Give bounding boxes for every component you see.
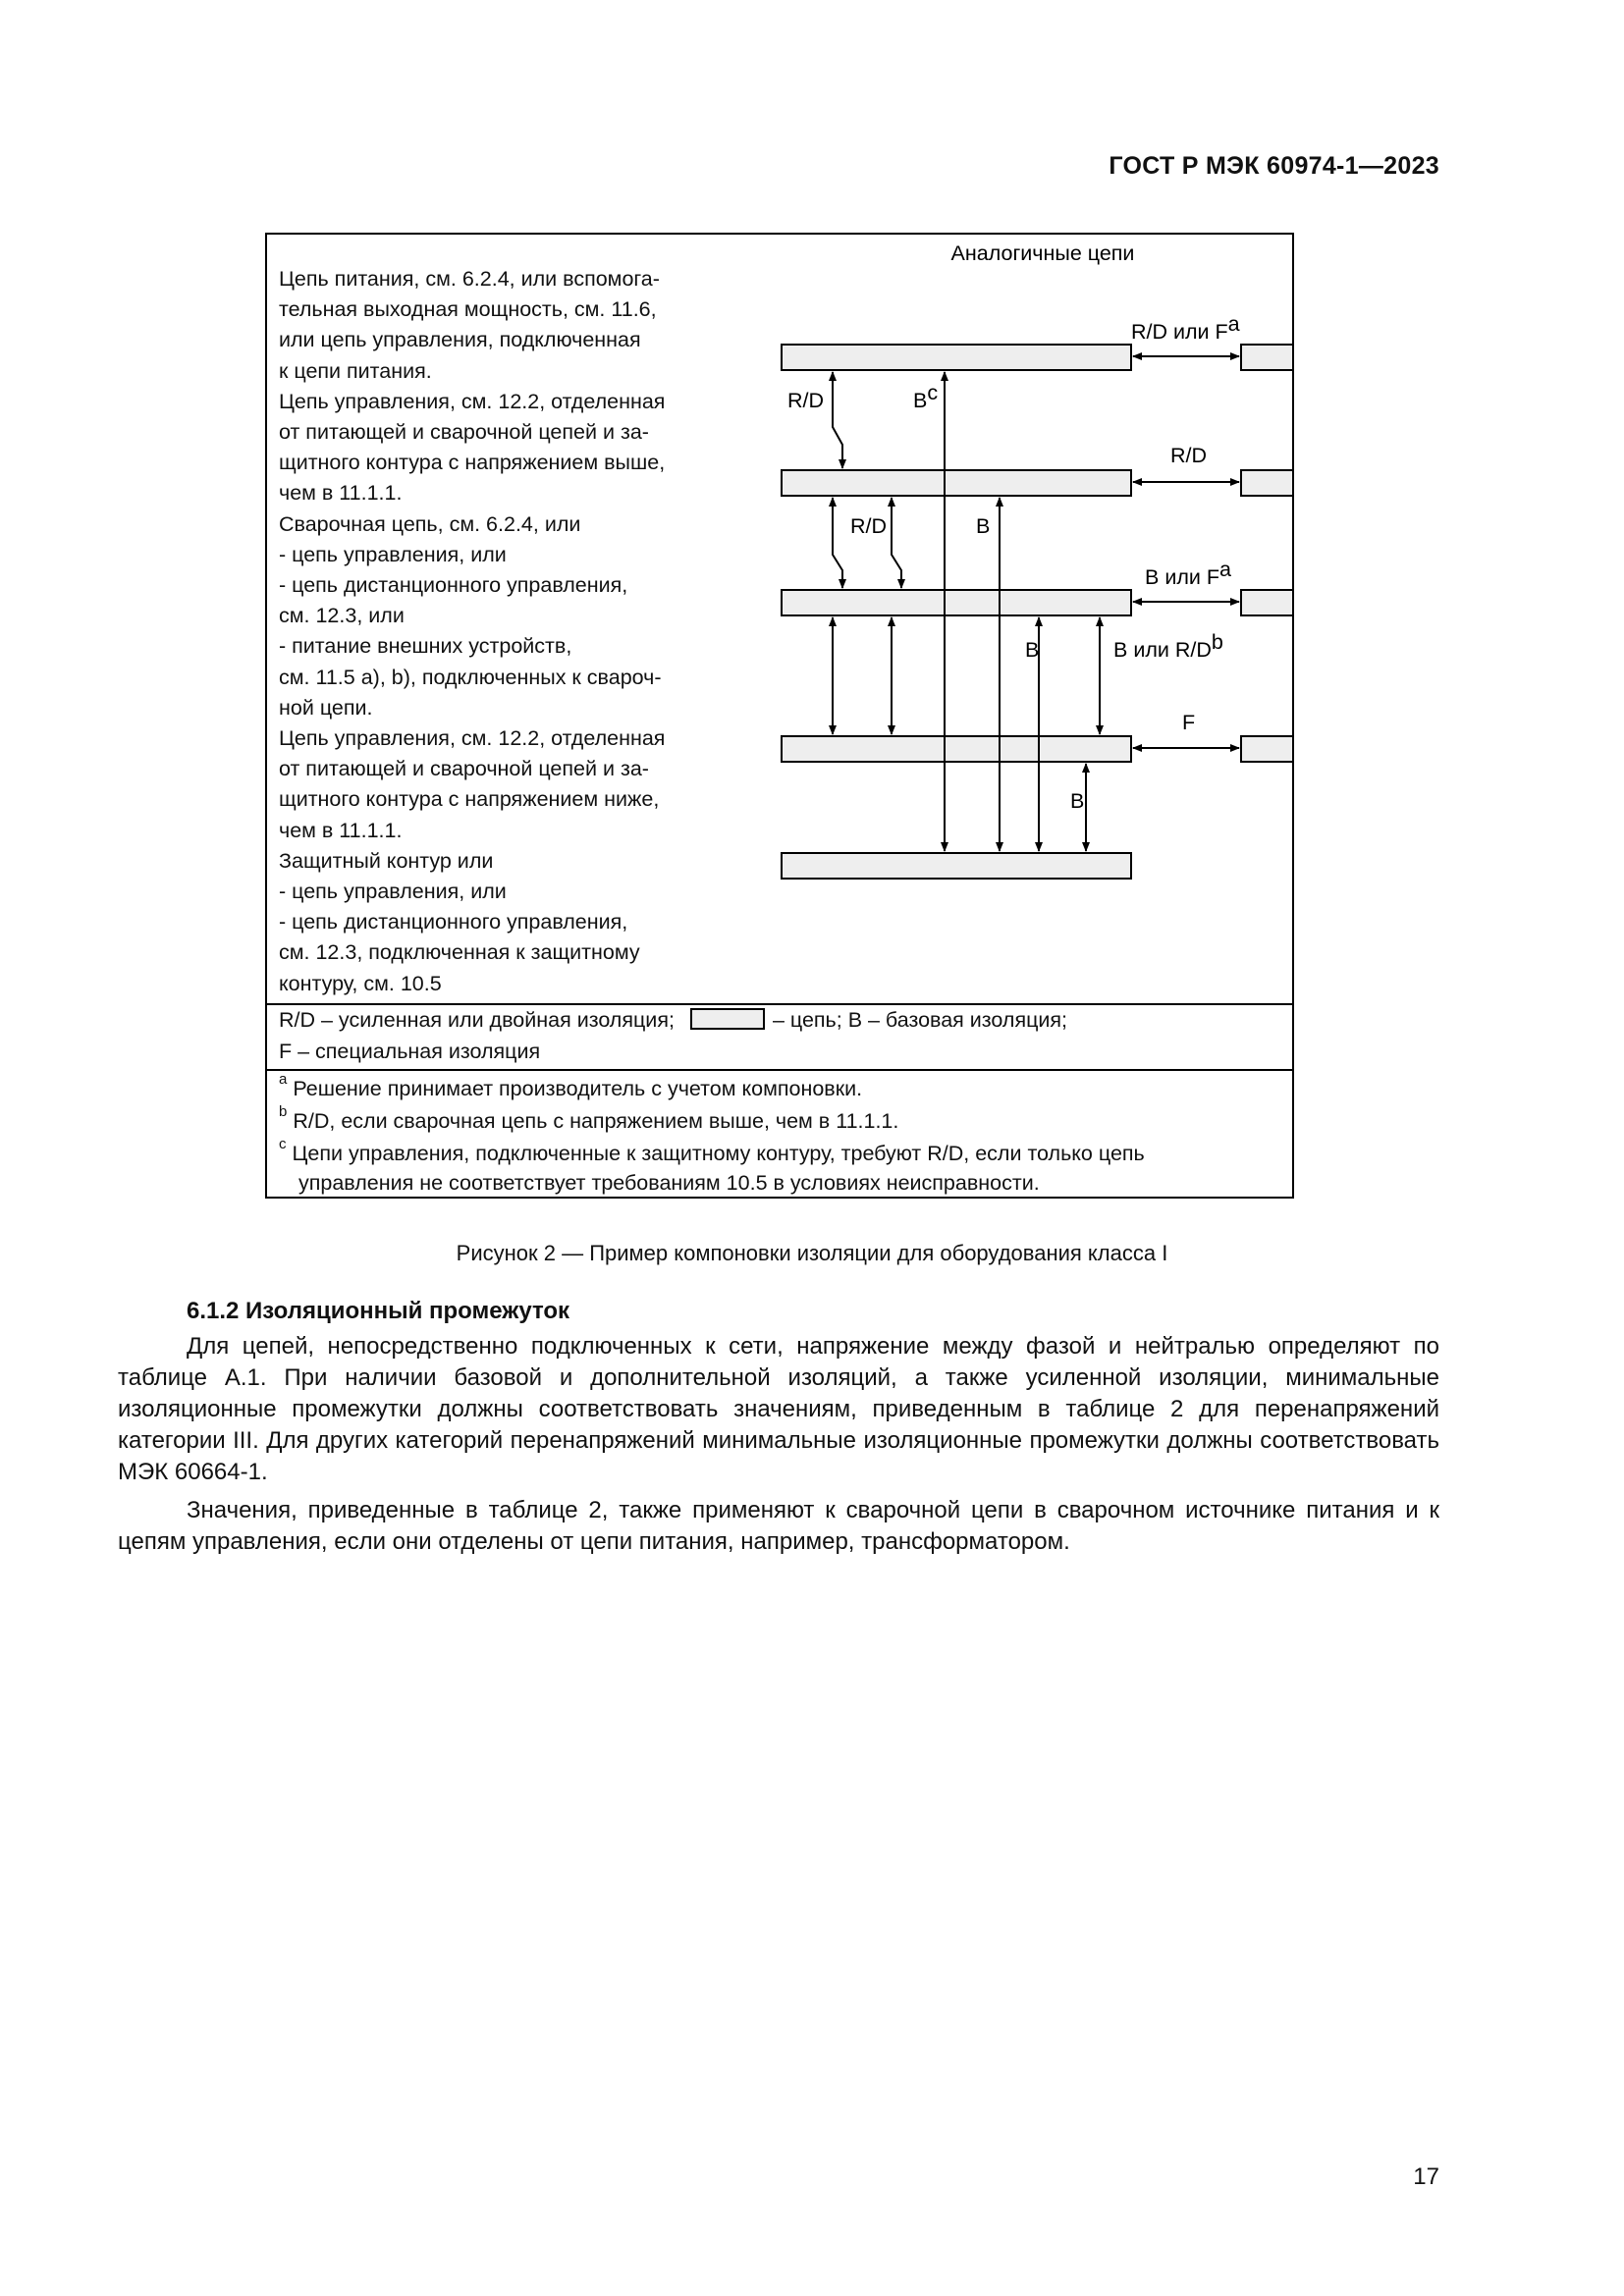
label-b-or-f: B или Fa — [1145, 558, 1231, 589]
description-line: Цепь управления, см. 12.2, отделенная — [279, 726, 666, 751]
circuit-bar-2-similar — [1241, 470, 1292, 496]
label-rd-or-f: R/D или Fa — [1131, 312, 1240, 344]
description-line: Цепь питания, см. 6.2.4, или вспомога- — [279, 267, 660, 291]
label-rd-2: R/D — [850, 514, 888, 538]
description-line: см. 12.3, или — [279, 604, 405, 628]
footnote-text: R/D, если сварочная цепь с напряжением выше, чем в 11.1.1. — [293, 1109, 899, 1134]
legend-rd: R/D – усиленная или двойная изоляция; — [279, 1008, 675, 1032]
insulation-diagram — [267, 235, 1292, 1000]
description-line: чем в 11.1.1. — [279, 481, 403, 506]
footnote-text: управления не соответствует требованиям 10.5 в условиях неисправности. — [298, 1171, 1040, 1195]
label-b-c: Bc — [913, 381, 939, 412]
description-line: щитного контура с напряжением выше, — [279, 451, 666, 475]
footnote-text: Цепи управления, подключенные к защитному контуру, требуют R/D, если только цепь — [292, 1142, 1145, 1166]
arrow-rd-2-3-b — [892, 498, 901, 588]
circuit-bar-4-similar — [1241, 736, 1292, 762]
footnote-text: Решение принимает производитель с учетом компоновки. — [293, 1077, 863, 1101]
description-line: или цепь управления, подключенная — [279, 328, 641, 352]
description-line: - цепь управления, или — [279, 542, 507, 566]
footnote-mark: b — [279, 1103, 288, 1120]
circuit-bar-2 — [782, 470, 1131, 496]
page-number: 17 — [1413, 2163, 1439, 2190]
description-line: - цепь управления, или — [279, 880, 507, 904]
description-line: к цепи питания. — [279, 358, 432, 383]
similar-circuits-title: Аналогичные цепи — [950, 241, 1135, 265]
paragraph-2 — [118, 1495, 1439, 1558]
legend-f: F – специальная изоляция — [279, 1040, 541, 1063]
label-rd-1: R/D — [787, 389, 825, 412]
description-line: тельная выходная мощность, см. 11.6, — [279, 297, 657, 322]
figure-box — [265, 233, 1294, 1199]
footnote — [279, 1103, 899, 1134]
footnote-mark: c — [279, 1136, 287, 1152]
circuit-bar-3-similar — [1241, 590, 1292, 615]
description-line: см. 11.5 а), b), подключенных к свароч- — [279, 665, 662, 689]
description-line: - цепь дистанционного управления, — [279, 573, 628, 598]
legend-circuit-b: – цепь; B – базовая изоляция; — [772, 1008, 1068, 1032]
description-line: контуру, см. 10.5 — [279, 971, 442, 995]
label-b-or-rd: B или R/Db — [1113, 630, 1223, 662]
legend-row — [279, 1008, 1067, 1033]
notes-divider — [267, 1069, 1292, 1071]
circuit-bar-5 — [782, 853, 1131, 879]
arrow-rd-2-3 — [833, 498, 842, 588]
description-line: ной цепи. — [279, 695, 373, 720]
description-line: - питание внешних устройств, — [279, 634, 572, 659]
legend-circuit-symbol — [690, 1008, 765, 1030]
paragraph-1 — [118, 1331, 1439, 1488]
description-line: чем в 11.1.1. — [279, 818, 403, 842]
document-code: ГОСТ Р МЭК 60974-1—2023 — [1109, 152, 1439, 180]
label-b-2: B — [976, 514, 991, 538]
label-rd-side: R/D — [1170, 444, 1208, 467]
paragraph-1-text: Для цепей, непосредственно подключенных к сети, напряжение между фазой и нейтралью определяют по таблице А.1. При наличии базовой и дополнительной изоляций, а также усиленной изоляции, минимальные изоляционные промежутки должны соответствовать значениям, приведенным в таблице 2 для перенапряжений категории III. Для других категорий перенапряжений минимальные изоляционные промежутки должны соответствовать МЭК 60664-1. — [118, 1333, 1439, 1485]
description-line: Цепь управления, см. 12.2, отделенная — [279, 389, 666, 413]
label-f: F — [1182, 711, 1196, 734]
description-line: Сварочная цепь, см. 6.2.4, или — [279, 511, 581, 536]
figure-caption: Рисунок 2 — Пример компоновки изоляции для оборудования класса I — [456, 1241, 1168, 1265]
circuit-bar-4 — [782, 736, 1131, 762]
footnote — [279, 1136, 1145, 1166]
circuit-bar-1 — [782, 345, 1131, 370]
label-b-3: B — [1025, 638, 1040, 662]
footnote — [298, 1171, 1040, 1196]
arrow-rd-1-2 — [833, 372, 842, 468]
footnote — [279, 1071, 863, 1101]
description-line: см. 12.3, подключенная к защитному — [279, 940, 640, 965]
legend-divider — [267, 1003, 1292, 1005]
circuit-bar-1-similar — [1241, 345, 1292, 370]
description-line: щитного контура с напряжением ниже, — [279, 787, 660, 812]
circuit-bar-3 — [782, 590, 1131, 615]
description-line: Защитный контур или — [279, 848, 494, 873]
description-line: от питающей и сварочной цепей и за- — [279, 420, 649, 445]
description-line: - цепь дистанционного управления, — [279, 910, 628, 934]
section-heading: 6.1.2 Изоляционный промежуток — [187, 1298, 570, 1324]
description-line: от питающей и сварочной цепей и за- — [279, 757, 649, 781]
label-b-4: B — [1070, 789, 1085, 813]
footnote-mark: a — [279, 1071, 288, 1088]
paragraph-2-text: Значения, приведенные в таблице 2, также применяют к сварочной цепи в сварочном источнике питания и к цепям управления, если они отделены от цепи питания, например, трансформатором. — [118, 1497, 1439, 1555]
